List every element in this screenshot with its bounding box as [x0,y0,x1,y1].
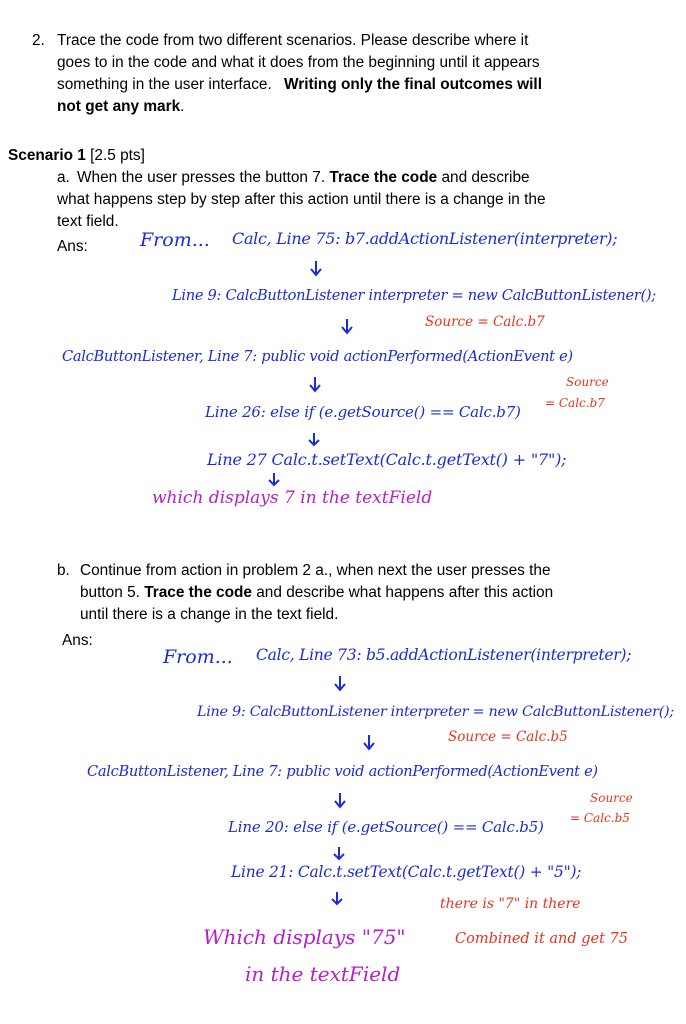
question-line-4 [57,96,184,118]
part-a-ans: Ans: [57,238,88,255]
part-b-line-2-post: and describe what happens after this action [251,584,554,601]
question-line-1: Trace the code from two different scenarios. Please describe where it [57,32,529,49]
scenario-heading [8,145,145,167]
part-b-line-2 [80,582,553,604]
b-result-2: in the textField [245,962,401,986]
a-arrow-2 [341,318,353,341]
b-arrow-2 [363,734,375,757]
a-step-2-note: Source = Calc.b7 [425,314,545,330]
b-step-4: Line 20: else if (e.getSource() == Calc.b5) [228,818,544,836]
down-arrow-icon [308,432,320,448]
down-arrow-icon [341,318,353,336]
b-arrow-1 [334,675,346,698]
a-step-3-note-1: Source [566,375,609,389]
b-step-2-note: Source = Calc.b5 [448,729,568,745]
down-arrow-icon [310,260,322,278]
part-b-line-2-bold: Trace the code [144,584,252,601]
b-step-5-note: there is "7" in there [440,896,581,912]
a-arrow-3 [309,376,321,399]
b-step-3-note-2: = Calc.b5 [570,811,630,825]
down-arrow-icon [363,734,375,752]
question-period: . [180,98,185,115]
a-step-5: Line 27 Calc.t.setText(Calc.t.getText() + "7"); [207,450,567,469]
a-step-4: Line 26: else if (e.getSource() == Calc.b7) [205,403,521,421]
part-b-label: b. [57,562,70,579]
a-from: From... [140,229,210,251]
a-step-2: Line 9: CalcButtonListener interpreter = new CalcButtonListener(); [172,287,656,304]
scenario-points: [2.5 pts] [90,147,145,164]
a-step-1: Calc, Line 75: b7.addActionListener(interpreter); [232,229,618,248]
part-a-label: a. [57,169,70,186]
question-number: 2. [32,32,45,49]
part-a-line-1-bold: Trace the code [329,169,438,186]
question-line-3-text: something in the user interface. [57,76,272,93]
b-step-1: Calc, Line 73: b5.addActionListener(interpreter); [256,646,632,664]
b-step-5-note-2: Combined it and get 75 [455,931,629,947]
down-arrow-icon [331,891,343,907]
b-from: From... [163,646,233,668]
a-step-3-note-2: = Calc.b7 [545,396,605,410]
b-step-2: Line 9: CalcButtonListener interpreter = new CalcButtonListener(); [197,704,674,720]
down-arrow-icon [334,792,346,810]
a-arrow-1 [310,260,322,283]
question-bold-2: not get any mark [57,98,181,115]
part-b-line-3: until there is a change in the text field. [80,606,339,623]
down-arrow-icon [333,846,345,862]
a-result: which displays 7 in the textField [152,488,433,508]
b-result-1: Which displays "75" [203,925,406,949]
b-step-3-note-1: Source [590,791,633,805]
scenario-title: Scenario 1 [8,147,86,164]
question-line-2: goes to in the code and what it does from the beginning until it appears [57,54,540,71]
b-arrow-5 [331,891,343,912]
question-line-3 [57,74,542,96]
part-a-line-1 [77,167,530,189]
b-arrow-3 [334,792,346,815]
down-arrow-icon [268,472,280,488]
part-a-line-2: what happens step by step after this action until there is a change in the [57,191,546,208]
b-step-3: CalcButtonListener, Line 7: public void actionPerformed(ActionEvent e) [87,763,598,780]
part-b-ans: Ans: [62,632,93,649]
part-b-line-2-pre: button 5. [80,584,145,601]
part-a-line-1-post: and describe [437,169,530,186]
question-bold-1: Writing only the final outcomes will [284,76,542,93]
down-arrow-icon [309,376,321,394]
a-step-3: CalcButtonListener, Line 7: public void actionPerformed(ActionEvent e) [62,348,573,365]
part-b-line-1: Continue from action in problem 2 a., when next the user presses the [80,562,551,579]
part-a-line-3: text field. [57,213,119,230]
part-a-line-1-pre: When the user presses the button 7. [77,169,330,186]
down-arrow-icon [334,675,346,693]
b-step-5: Line 21: Calc.t.setText(Calc.t.getText() + "5"); [231,863,582,881]
